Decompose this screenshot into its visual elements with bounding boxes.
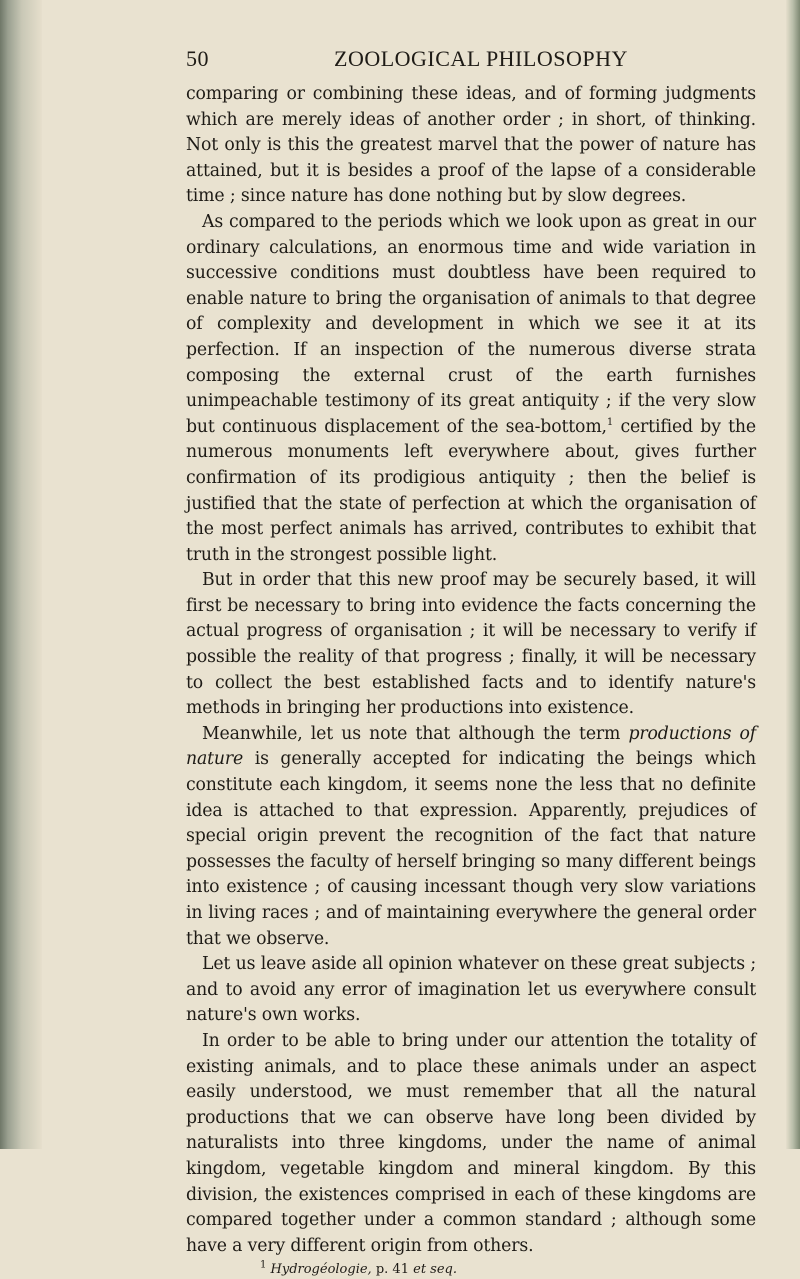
paragraph-productions-of-nature — [186, 722, 756, 952]
page-edge — [786, 0, 800, 1149]
text-span: Meanwhile, let us note that although the term — [202, 723, 621, 744]
paragraph-new-proof: But in order that this new proof may be securely based, it will first be necessary to bring into evidence the facts concerning the actual progress of organisation ; it will be necessary to verify if possible the reality of that progress ; finally, it will be necessary to collect the best established facts and to identify nature's methods in bringing her productions into existence. — [186, 570, 756, 719]
footnote-title: Hydrogéologie, — [270, 1262, 372, 1278]
running-title: ZOOLOGICAL PHILOSOPHY — [334, 46, 628, 71]
book-page — [186, 46, 756, 1279]
page-number: 50 — [186, 46, 209, 71]
emphasis-term: productions of nature — [186, 723, 757, 770]
page-header — [186, 46, 756, 76]
paragraph-continuation: comparing or combining these ideas, and of forming judgments which are merely ideas of another order ; in short, of thinking. Not only is this the greatest marvel that the power of nature has attained, but it is besides a proof of the lapse of a considerable time ; since nature has done nothing but by slow degrees. — [186, 84, 756, 207]
text-span: is generally accepted for indicating the beings which constitute each kingdom, it seems none the less that no definite idea is attached to that expression. Apparently, prejudices of special origin prevent the recognition of the fact that nature possesses the faculty of herself bringing so many different beings into existence ; of causing incessant though very slow variations in living races ; and of maintaining everywhere the general order that we observe. — [186, 749, 757, 949]
paragraph-leave-aside: Let us leave aside all opinion whatever on these great subjects ; and to avoid any error of imagination let us everywhere consult nature's own works. — [186, 954, 756, 1026]
footnote — [186, 1261, 756, 1279]
footnote-number: 1 — [260, 1259, 267, 1271]
text-span: As compared to the periods which we look upon as great in our ordinary calculations, an enormous time and wide variation in successive conditions must doubtless have been required to enable nature to bring the organisation of animals to that degree of complexity and development in which we see it at its perfection. If an inspection of the numerous diverse strata composing the external crust of the earth furnishes unimpeachable testimony of its great antiquity ; if the very slow but continuous displacement of the sea-bottom, — [186, 211, 756, 437]
paragraph-antiquity — [186, 210, 756, 568]
paragraph-three-kingdoms: In order to be able to bring under our attention the totality of existing animals, and to place these animals under an aspect easily understood, we must remember that all the natural productions that we can observe have long been divided by naturalists into three kingdoms, under the name of animal kingdom, vegetable kingdom and mineral kingdom. By this division, the existences comprised in each of these kingdoms are compared together under a common standard ; although some have a very different origin from others. — [186, 1030, 756, 1256]
book-gutter-shadow — [0, 0, 42, 1149]
body-text — [186, 82, 756, 1259]
footnote-seq: et seq. — [413, 1262, 457, 1278]
text-span: certified by the numerous monuments left everywhere about, gives further confirmation of its prodigious antiquity ; then the belief is justified that the state of perfection at which the organisation of the most perfect animals has arrived, contributes to exhibit that truth in the strongest possible light. — [186, 416, 756, 565]
footnote-pages: p. 41 — [375, 1262, 409, 1278]
footnote-marker: 1 — [606, 416, 614, 428]
